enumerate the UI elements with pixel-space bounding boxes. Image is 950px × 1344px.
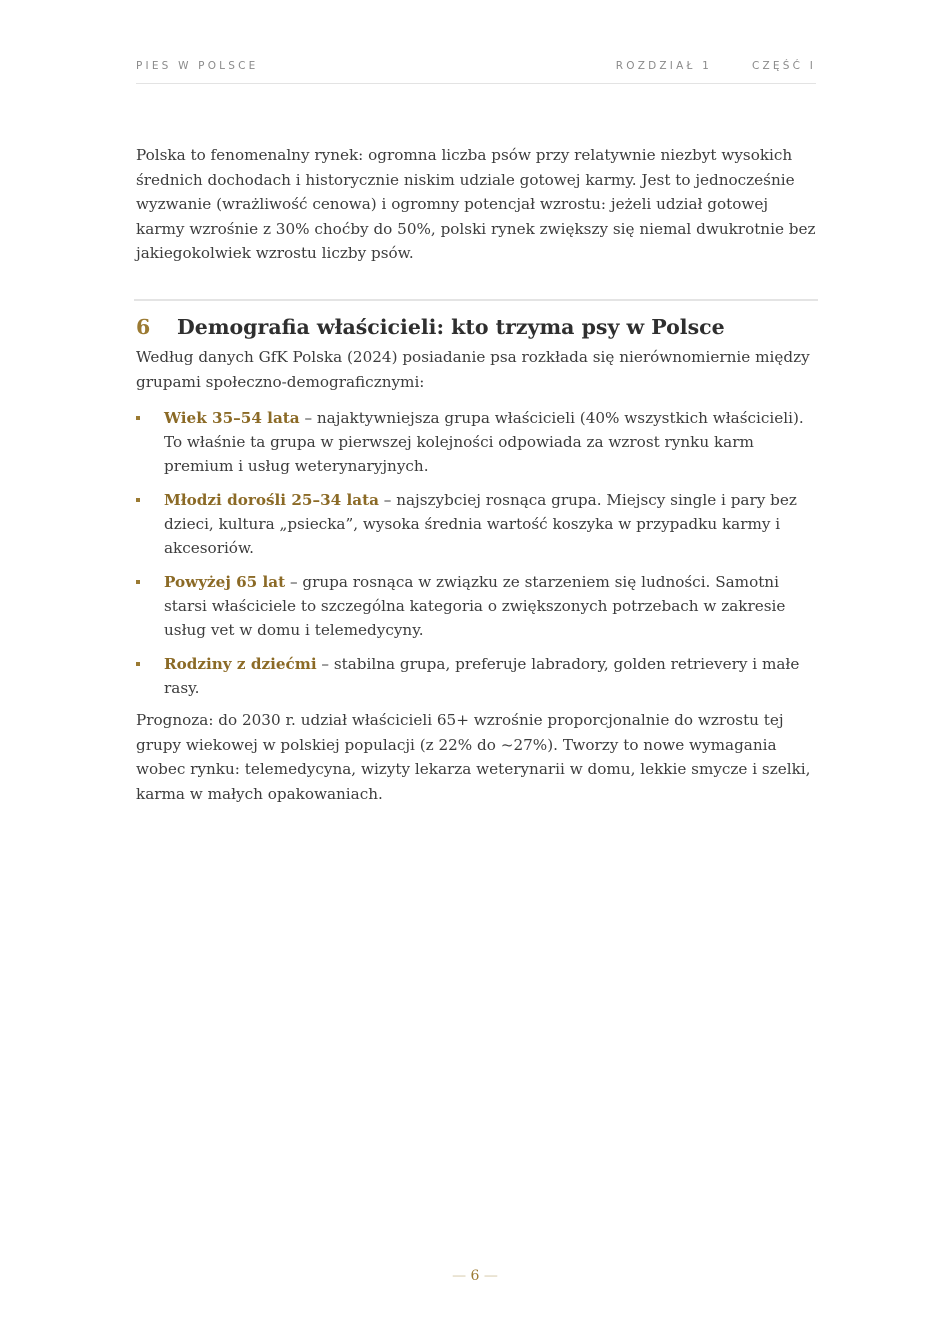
header-location (616, 60, 816, 72)
bullet-list (136, 406, 816, 700)
footer-dash-left: — (452, 1268, 467, 1284)
paragraph-top: Polska to fenomenalny rynek: ogromna liczba psów przy relatywnie niezbyt wysokich średnich dochodach i historycznie niskim udziale gotowej karmy. Jest to jednocześnie wyzwanie (wrażliwość cenowa) i ogromny potencjał wzrostu: jeżeli udział gotowej karmy wzrośnie z 30% choćby do 50%, polski rynek zwiększy się niemal dwukrotnie bez jakiegokolwiek wzrostu liczby psów. (136, 146, 816, 263)
bullet-text: – stabilna grupa, preferuje labradory, golden retrievery i małe rasy. (164, 655, 800, 698)
bullet-text: – najszybciej rosnąca grupa. Miejscy single i pary bez dzieci, kultura „psiecka”, wysoka średnia wartość koszyka w przypadku karmy i akcesoriów. (164, 491, 797, 558)
bullet-marker-icon (136, 416, 140, 420)
running-header (136, 58, 816, 84)
list-item (136, 652, 816, 700)
section-heading (136, 312, 816, 342)
bullet-marker-icon (136, 498, 140, 502)
bullet-marker-icon (136, 580, 140, 584)
page-footer (0, 1268, 950, 1284)
header-part: CZĘŚĆ I (752, 60, 816, 72)
section-intro: Według danych GfK Polska (2024) posiadanie psa rozkłada się nierównomiernie między grupami społeczno-demograficznymi: (136, 347, 810, 391)
bullet-term: Młodzi dorośli 25–34 lata (164, 491, 379, 510)
bullet-term: Powyżej 65 lat (164, 573, 286, 592)
bullet-text: – grupa rosnąca w związku ze starzeniem się ludności. Samotni starsi właściciele to szczególna kategoria o zwiększonych potrzebach w zakresie usług vet w domu i telemedycyny. (164, 573, 786, 640)
section-title: Demografia właścicieli: kto trzyma psy w Polsce (177, 314, 725, 339)
section-divider (134, 299, 818, 301)
header-book-title: PIES W POLSCE (136, 60, 259, 72)
bullet-term: Rodziny z dziećmi (164, 655, 317, 674)
bullet-marker-icon (136, 662, 140, 666)
list-item (136, 570, 816, 642)
list-item (136, 406, 816, 478)
footer-dash-right: — (483, 1268, 498, 1284)
list-item (136, 488, 816, 560)
page-number: 6 (470, 1268, 480, 1284)
main-content (136, 143, 816, 807)
section-outro: Prognoza: do 2030 r. udział właścicieli 65+ wzrośnie proporcjonalnie do wzrostu tej grupy wiekowej w polskiej populacji (z 22% do ~27%). Tworzy to nowe wymagania wobec rynku: telemedycyna, wizyty lekarza weterynarii w domu, lekkie smycze i szelki, karma w małych opakowaniach. (136, 711, 811, 803)
bullet-term: Wiek 35–54 lata (164, 409, 300, 428)
header-chapter: ROZDZIAŁ 1 (615, 60, 712, 72)
section-number: 6 (136, 314, 151, 339)
bullet-text: – najaktywniejsza grupa właścicieli (40% wszystkich właścicieli). To właśnie ta grupa w pierwszej kolejności odpowiada za wzrost rynku karm premium i usług weterynaryjnych. (164, 409, 804, 476)
